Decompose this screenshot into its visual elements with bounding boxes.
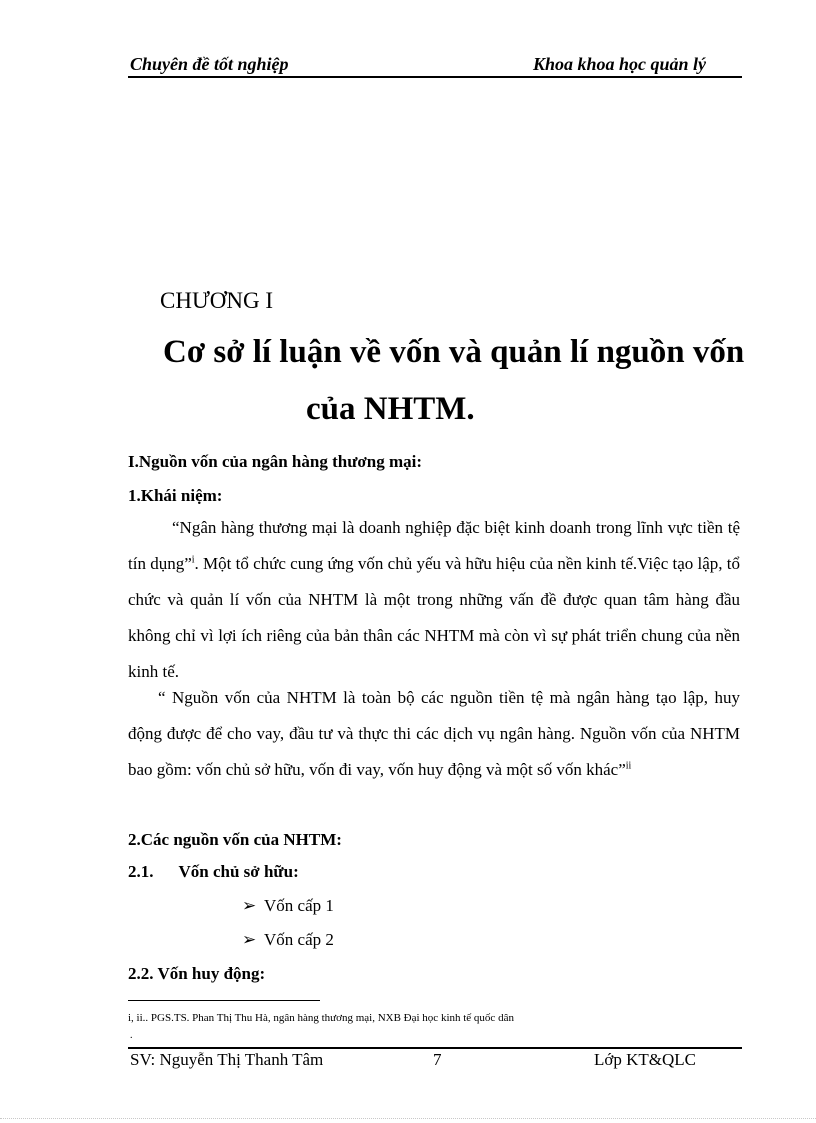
footer-student-name: SV: Nguyễn Thị Thanh Tâm [130,1050,324,1069]
header-left-title: Chuyên đề tốt nghiệp [130,54,289,74]
footer-page-number: 7 [433,1050,442,1069]
section-heading-2: 2.Các nguồn vốn của NHTM: [128,830,342,849]
subsection-title-2-1: Vốn chủ sở hữu: [178,862,299,881]
header-right-title: Khoa khoa học quản lý [532,54,706,74]
footnote-ref-i: i [191,554,195,566]
paragraph-capital [128,680,740,788]
list-item-label: Vốn cấp 2 [264,930,334,949]
footnote-dot: . [130,1030,133,1041]
paragraph-definition-continued: . Một tổ chức cung ứng vốn chủ yếu và hữu hiệu của nền kinh tế.Việc tạo lập, tổ chức và quản lí vốn của NHTM là một trong những vấn đề được quan tâm hàng đầu không chỉ vì lợi ích riêng của bản thân các NHTM mà còn vì sự phát triển chung của nền kinh tế. [128,554,740,681]
section-heading-1: I.Nguồn vốn của ngân hàng thương mại: [128,452,423,471]
footnote-text: i, ii.. PGS.TS. Phan Thị Thu Hà, ngân hàng thương mại, NXB Đại học kinh tế quốc dân [128,1012,514,1024]
footer-separator [128,1047,742,1049]
chapter-title-line-2: của NHTM. [306,391,475,427]
chapter-title-line-1: Cơ sở lí luận về vốn và quản lí nguồn vốn [163,334,745,370]
subsection-number-2-1: 2.1. [128,862,154,881]
chapter-label: CHƯƠNG I [160,288,274,313]
subsection-heading-2-2: 2.2. Vốn huy động: [128,964,266,983]
page-header [128,52,742,78]
footnote-ref-ii: ii [625,760,632,772]
list-item [242,930,334,950]
subsection-heading-1-1: 1.Khái niệm: [128,486,223,505]
footnote-separator [128,1000,320,1001]
arrow-bullet-icon: ➢ [242,896,257,915]
page-bottom-dotted-line [0,1118,816,1119]
list-item [242,896,334,916]
paragraph-definition [128,510,740,690]
footer-class-name: Lớp KT&QLC [594,1050,697,1069]
subsection-heading-2-1 [128,862,299,882]
paragraph-capital-text: “ Nguồn vốn của NHTM là toàn bộ các nguồn tiền tệ mà ngân hàng tạo lập, huy động được để cho vay, đầu tư và thực thi các dịch vụ ngân hàng. Nguồn vốn của NHTM bao gồm: vốn chủ sở hữu, vốn đi vay, vốn huy động và một số vốn khác” [128,688,740,779]
list-item-label: Vốn cấp 1 [264,896,334,915]
paragraph-definition-quote: “Ngân hàng thương mại là doanh nghiệp đặc biệt kinh doanh trong lĩnh vực tiền tệ tín dụng” [128,518,740,573]
arrow-bullet-icon: ➢ [242,930,257,949]
